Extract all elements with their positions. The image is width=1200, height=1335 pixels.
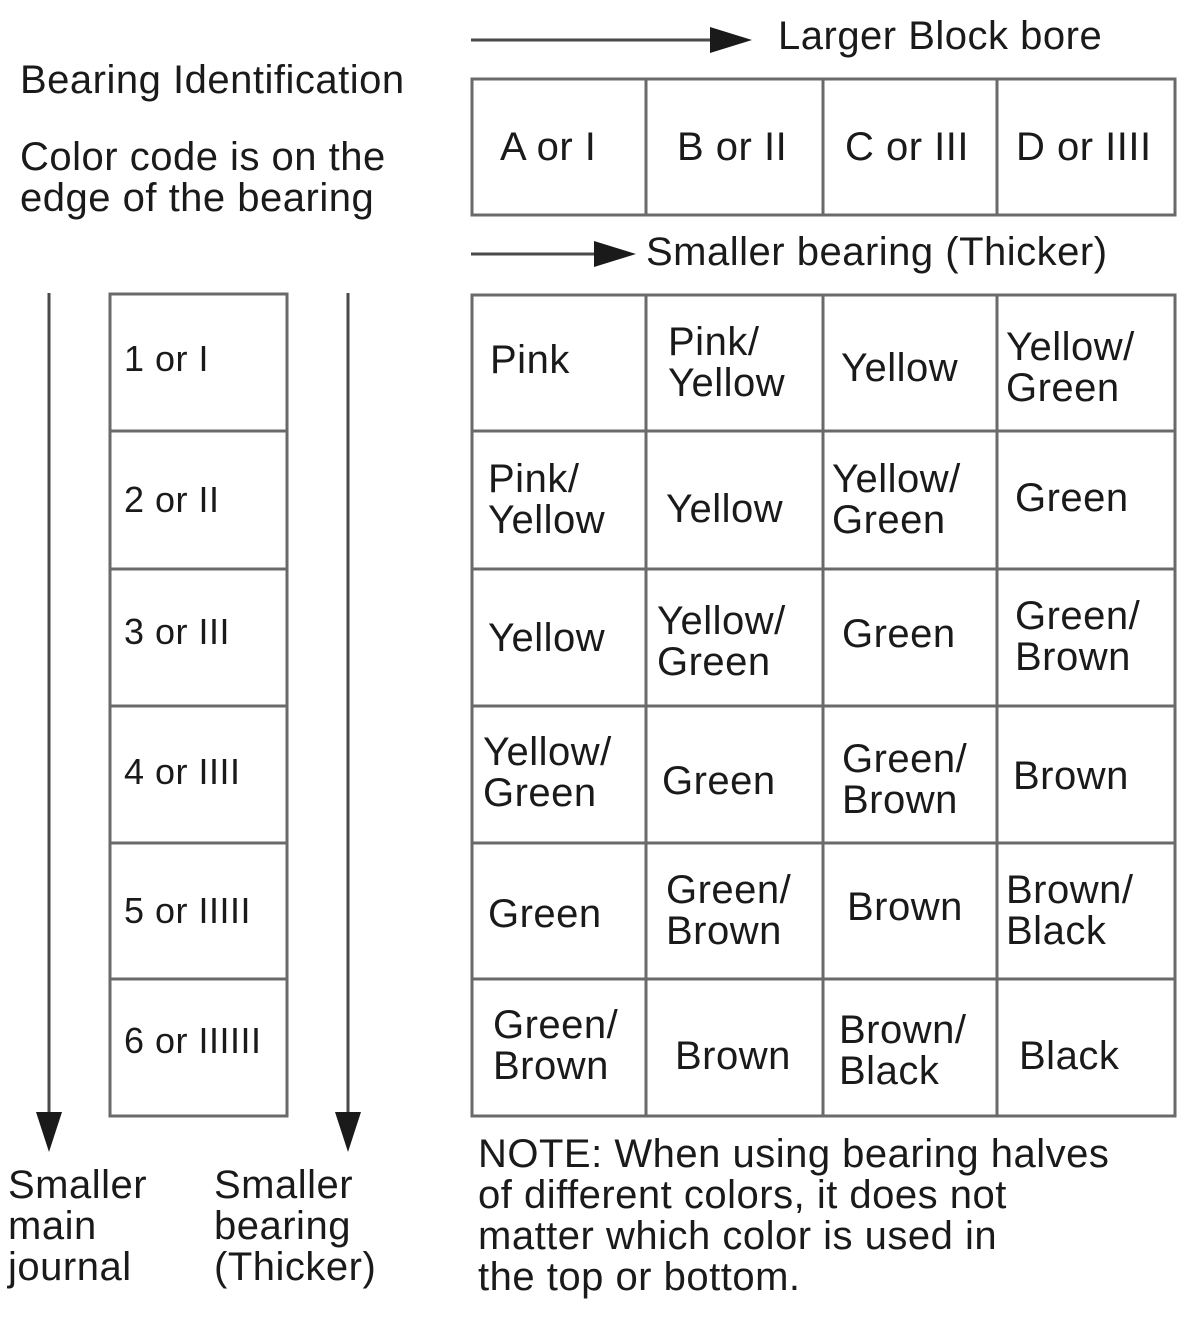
smaller-bearing-vertical-arrowhead — [335, 1112, 361, 1152]
color-cell: Yellow — [666, 486, 784, 531]
color-cell: Green — [662, 758, 776, 803]
smaller-bearing-arrowhead — [594, 241, 636, 267]
journal-code-2: 2 or II — [124, 479, 220, 520]
color-cell: Black — [1019, 1033, 1120, 1078]
color-cell: Yellow/ Green — [483, 730, 612, 815]
block-code-a: A or I — [500, 124, 597, 169]
color-cell: Pink/ Yellow — [488, 457, 606, 542]
color-cell: Yellow — [488, 615, 606, 660]
color-cell: Yellow/ Green — [657, 599, 786, 684]
note-text: NOTE: When using bearing halves of different colors, it does not matter which color is used in the top or bottom. — [478, 1132, 1110, 1299]
page-title: Bearing Identification — [20, 58, 405, 102]
color-cell: Yellow/ Green — [832, 457, 961, 542]
journal-code-6: 6 or IIIIII — [124, 1020, 262, 1061]
color-cell: Green/ Brown — [1015, 594, 1141, 679]
smaller-main-journal-label: Smaller main journal — [8, 1163, 148, 1289]
journal-code-1: 1 or I — [124, 338, 210, 379]
journal-code-3: 3 or III — [124, 611, 231, 652]
color-cell: Green/ Brown — [493, 1003, 619, 1088]
block-code-c: C or III — [845, 124, 970, 169]
block-code-d: D or IIII — [1016, 124, 1152, 169]
color-cell: Green — [842, 611, 956, 656]
color-cell: Brown — [1013, 753, 1129, 798]
smaller-main-journal-arrowhead — [36, 1112, 62, 1152]
color-cell: Pink — [490, 337, 570, 382]
color-cell: Green/ Brown — [666, 868, 792, 953]
color-cell: Green — [488, 891, 602, 936]
color-cell: Yellow — [841, 345, 959, 390]
color-cell: Brown/ Black — [839, 1008, 967, 1093]
larger-block-bore-label: Larger Block bore — [778, 14, 1103, 58]
journal-code-4: 4 or IIII — [124, 751, 241, 792]
color-cell: Green — [1015, 475, 1129, 520]
smaller-bearing-thicker-vertical-label: Smaller bearing (Thicker) — [214, 1163, 377, 1289]
color-cell: Yellow/ Green — [1006, 325, 1135, 410]
larger-block-bore-arrowhead — [710, 27, 752, 53]
color-cell: Brown — [847, 884, 963, 929]
color-cell: Pink/ Yellow — [668, 320, 786, 405]
color-cell: Brown — [675, 1033, 791, 1078]
smaller-bearing-thicker-label: Smaller bearing (Thicker) — [646, 230, 1108, 274]
color-cell: Brown/ Black — [1006, 868, 1134, 953]
color-cell: Green/ Brown — [842, 737, 968, 822]
journal-code-5: 5 or IIIII — [124, 890, 252, 931]
block-code-b: B or II — [677, 124, 788, 169]
subtitle: Color code is on the edge of the bearing — [20, 135, 386, 220]
